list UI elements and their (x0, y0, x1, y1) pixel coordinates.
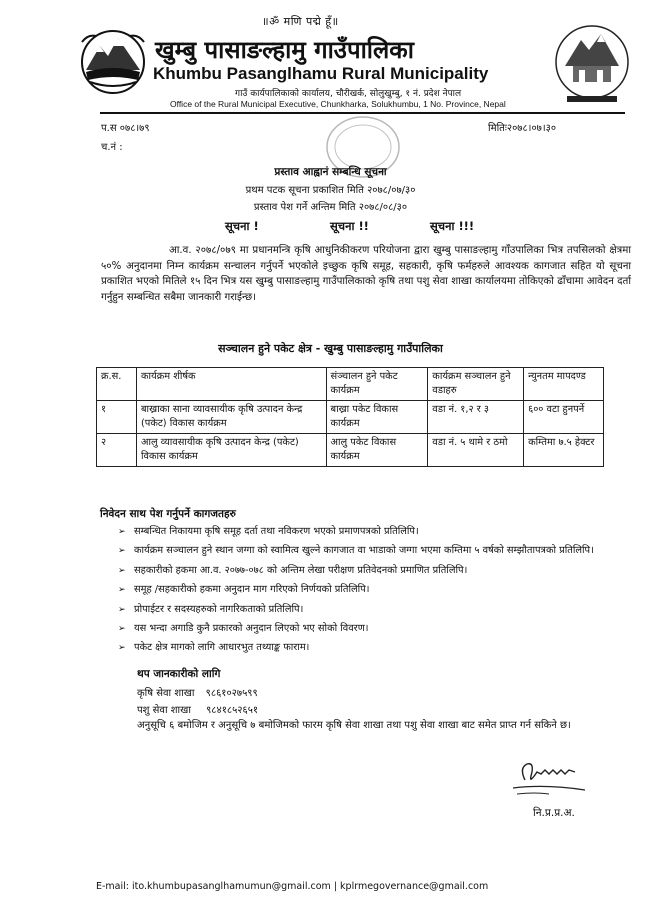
required-documents-heading: निवेदन साथ पेश गर्नुपर्ने कागजतहरु (100, 508, 236, 520)
table-cell: बाख्रा पकेट विकास कार्यक्रम (326, 401, 428, 434)
agriculture-section-label: कृषि सेवा शाखा (137, 688, 195, 699)
column-header: क्र.स. (97, 368, 137, 401)
required-documents-list (118, 525, 638, 661)
column-header: कार्यक्रम सञ्चालन हुने वडाहरु (428, 368, 524, 401)
agriculture-phone: ९८६१०२७५९९ (205, 688, 258, 699)
veterinary-contact (137, 702, 258, 716)
arrow-bullet-icon: ➢ (118, 585, 126, 596)
first-publication-date: प्रथम पटक सूचना प्रकाशित मिति २०७८/०७/३० (245, 185, 416, 196)
signature-scribble (505, 750, 595, 805)
notice-paragraph-lead: आ.व. २०७८/०७९ मा प्रधानमन्त्रि कृषि आधुनिकीकरण परियोजना द्वारा खुम्बु पासाङल्हामु (169, 245, 498, 256)
reference-number: प.स ०७८।७९ (101, 123, 150, 134)
table-cell: २ (97, 434, 137, 467)
table-cell: आलु व्यावसायीक कृषि उत्पादन केन्द्र (पकेट) विकास कार्यक्रम (136, 434, 326, 467)
contact-heading: थप जानकारीको लागि (137, 668, 221, 680)
dispatch-number: च.नं : (101, 142, 123, 153)
column-header: संञ्चालन हुने पकेट कार्यक्रम (326, 368, 428, 401)
table-cell: १ (97, 401, 137, 434)
list-item: ➢ कार्यक्रम सञ्चालन हुने स्थान जग्गा को स्वामित्व खुल्ने कागजात वा भाडाको जग्गा भएमा कम्तिमा ५ वर्षको सम्झौतापत्रको प्रतिलिपि। (118, 544, 638, 558)
table-row (97, 434, 604, 467)
list-item: ➢ यस भन्दा अगाडि कुनै प्रकारको अनुदान लिएको भए सोको विवरण। (118, 622, 638, 636)
arrow-bullet-icon: ➢ (118, 643, 126, 654)
submission-deadline: प्रस्ताव पेश गर्ने अन्तिम मिति २०७८/०८/३० (253, 202, 408, 213)
program-table (96, 367, 604, 467)
arrow-bullet-icon: ➢ (118, 604, 126, 615)
list-item: ➢ पकेट क्षेत्र मागको लागि आधारभुत तथ्याङ्क फाराम। (118, 641, 638, 655)
form-availability-note: अनुसूचि ६ बमोजिम र अनुसूचि ७ बमोजिमको फारम कृषि सेवा शाखा तथा पशु सेवा शाखा बाट समेत प्राप्त गर्न सकिने छ। (137, 720, 571, 731)
notice-word-3: सूचना !!! (430, 219, 475, 233)
column-header: कार्यक्रम शीर्षक (136, 368, 326, 401)
list-item: ➢ प्रोपाईटर र सदस्यहरुको नागरिकताको प्रतिलिपि। (118, 603, 638, 617)
arrow-bullet-icon: ➢ (118, 546, 126, 557)
signatory-title: नि.प्र.प्र.अ. (533, 807, 575, 819)
header-motto: ॥ॐ मणि पद्मे हूँ॥ (262, 15, 339, 28)
municipality-name-english: Khumbu Pasanglhamu Rural Municipality (153, 64, 489, 83)
table-row (97, 401, 604, 434)
municipality-name-nepali: खुम्बु पासाङल्हामु गाउँपालिका (155, 36, 414, 64)
table-cell: वडा नं. १,२ र ३ (428, 401, 524, 434)
agriculture-contact (137, 685, 258, 699)
pocket-area-title: सञ्चालन हुने पकेट क्षेत्र - खुम्बु पासाङल्हामु गाउँपालिका (218, 342, 443, 355)
table-cell: आलु पकेट विकास कार्यक्रम (326, 434, 428, 467)
list-item: ➢ सहकारीको हकमा आ.व. २०७७-०७८ को अन्तिम लेखा परीक्षण प्रतिवेदनको प्रमाणित प्रतिलिपि। (118, 564, 638, 578)
arrow-bullet-icon: ➢ (118, 565, 126, 576)
column-header: न्युनतम मापदण्ड (524, 368, 604, 401)
table-cell: वडा नं. ५ थामे र ठमो (428, 434, 524, 467)
veterinary-phone: ९८४१८५२६५१ (206, 705, 259, 716)
veterinary-section-label: पशु सेवा शाखा (137, 705, 191, 716)
list-item: ➢ समूह /सहकारीको हकमा अनुदान माग गरिएको निर्णयको प्रतिलिपि। (118, 583, 638, 597)
table-cell: ६०० वटा हुनपर्ने (524, 401, 604, 434)
notice-paragraph-body: गाँउपालिका भित्र तपसिलको क्षेत्रमा ५०% अनुदानमा निम्न कार्यक्रम सन्चालन गर्नुपर्ने भएकोले इच्छुक कृषि समूह, सहकारी, कृषि फर्महरुले आवश्यक कागजात सहित यो सूचना प्रकाशित भएको मितिले १५ दिन भित्र यस खुम्बु पासाङल्हामु गाउँपालिकाको कृषि तथा पशु सेवा शाखा कार्यालयमा तोकिएको ढाँचामा आवेदन दर्ता गर्नुहुन सम्बन्धित सबैमा जानकारी गराईन्छ। (101, 245, 631, 303)
notice-word-2: सूचना !! (330, 219, 369, 233)
municipality-emblem-logo (78, 24, 148, 100)
notice-word-1: सूचना ! (225, 219, 259, 233)
list-item: ➢ सम्बन्धित निकायमा कृषि समूह दर्ता तथा नविकरण भएको प्रमाणपत्रको प्रतिलिपि। (118, 525, 638, 539)
rural-municipality-seal-logo (553, 22, 631, 106)
notice-title: प्रस्ताव आह्वानं सम्बन्धि सूचना (274, 166, 387, 178)
table-header-row (97, 368, 604, 401)
arrow-bullet-icon: ➢ (118, 623, 126, 634)
notice-paragraph (101, 243, 631, 305)
arrow-bullet-icon: ➢ (118, 527, 126, 537)
letter-date: मितिः२०७८।०७।३० (488, 123, 557, 134)
footer-email: E-mail: ito.khumbupasanglhamumun@gmail.com | kplrmegovernance@gmail.com (96, 881, 489, 892)
table-cell: बाख्राका साना व्यावसायीक कृषि उत्पादन केन्द्र (पकेट) विकास कार्यक्रम (136, 401, 326, 434)
office-address-english: Office of the Rural Municipal Executive, Chunkharka, Solukhumbu, 1 No. Province, Nepal (170, 99, 506, 109)
office-address-nepali: गाउँ कार्यपालिकाको कार्यालय, चौरीखर्क, सोलुखुम्बु, १ नं. प्रदेश नेपाल (235, 89, 462, 99)
table-cell: कम्तिमा ७.५ हेक्टर (524, 434, 604, 467)
